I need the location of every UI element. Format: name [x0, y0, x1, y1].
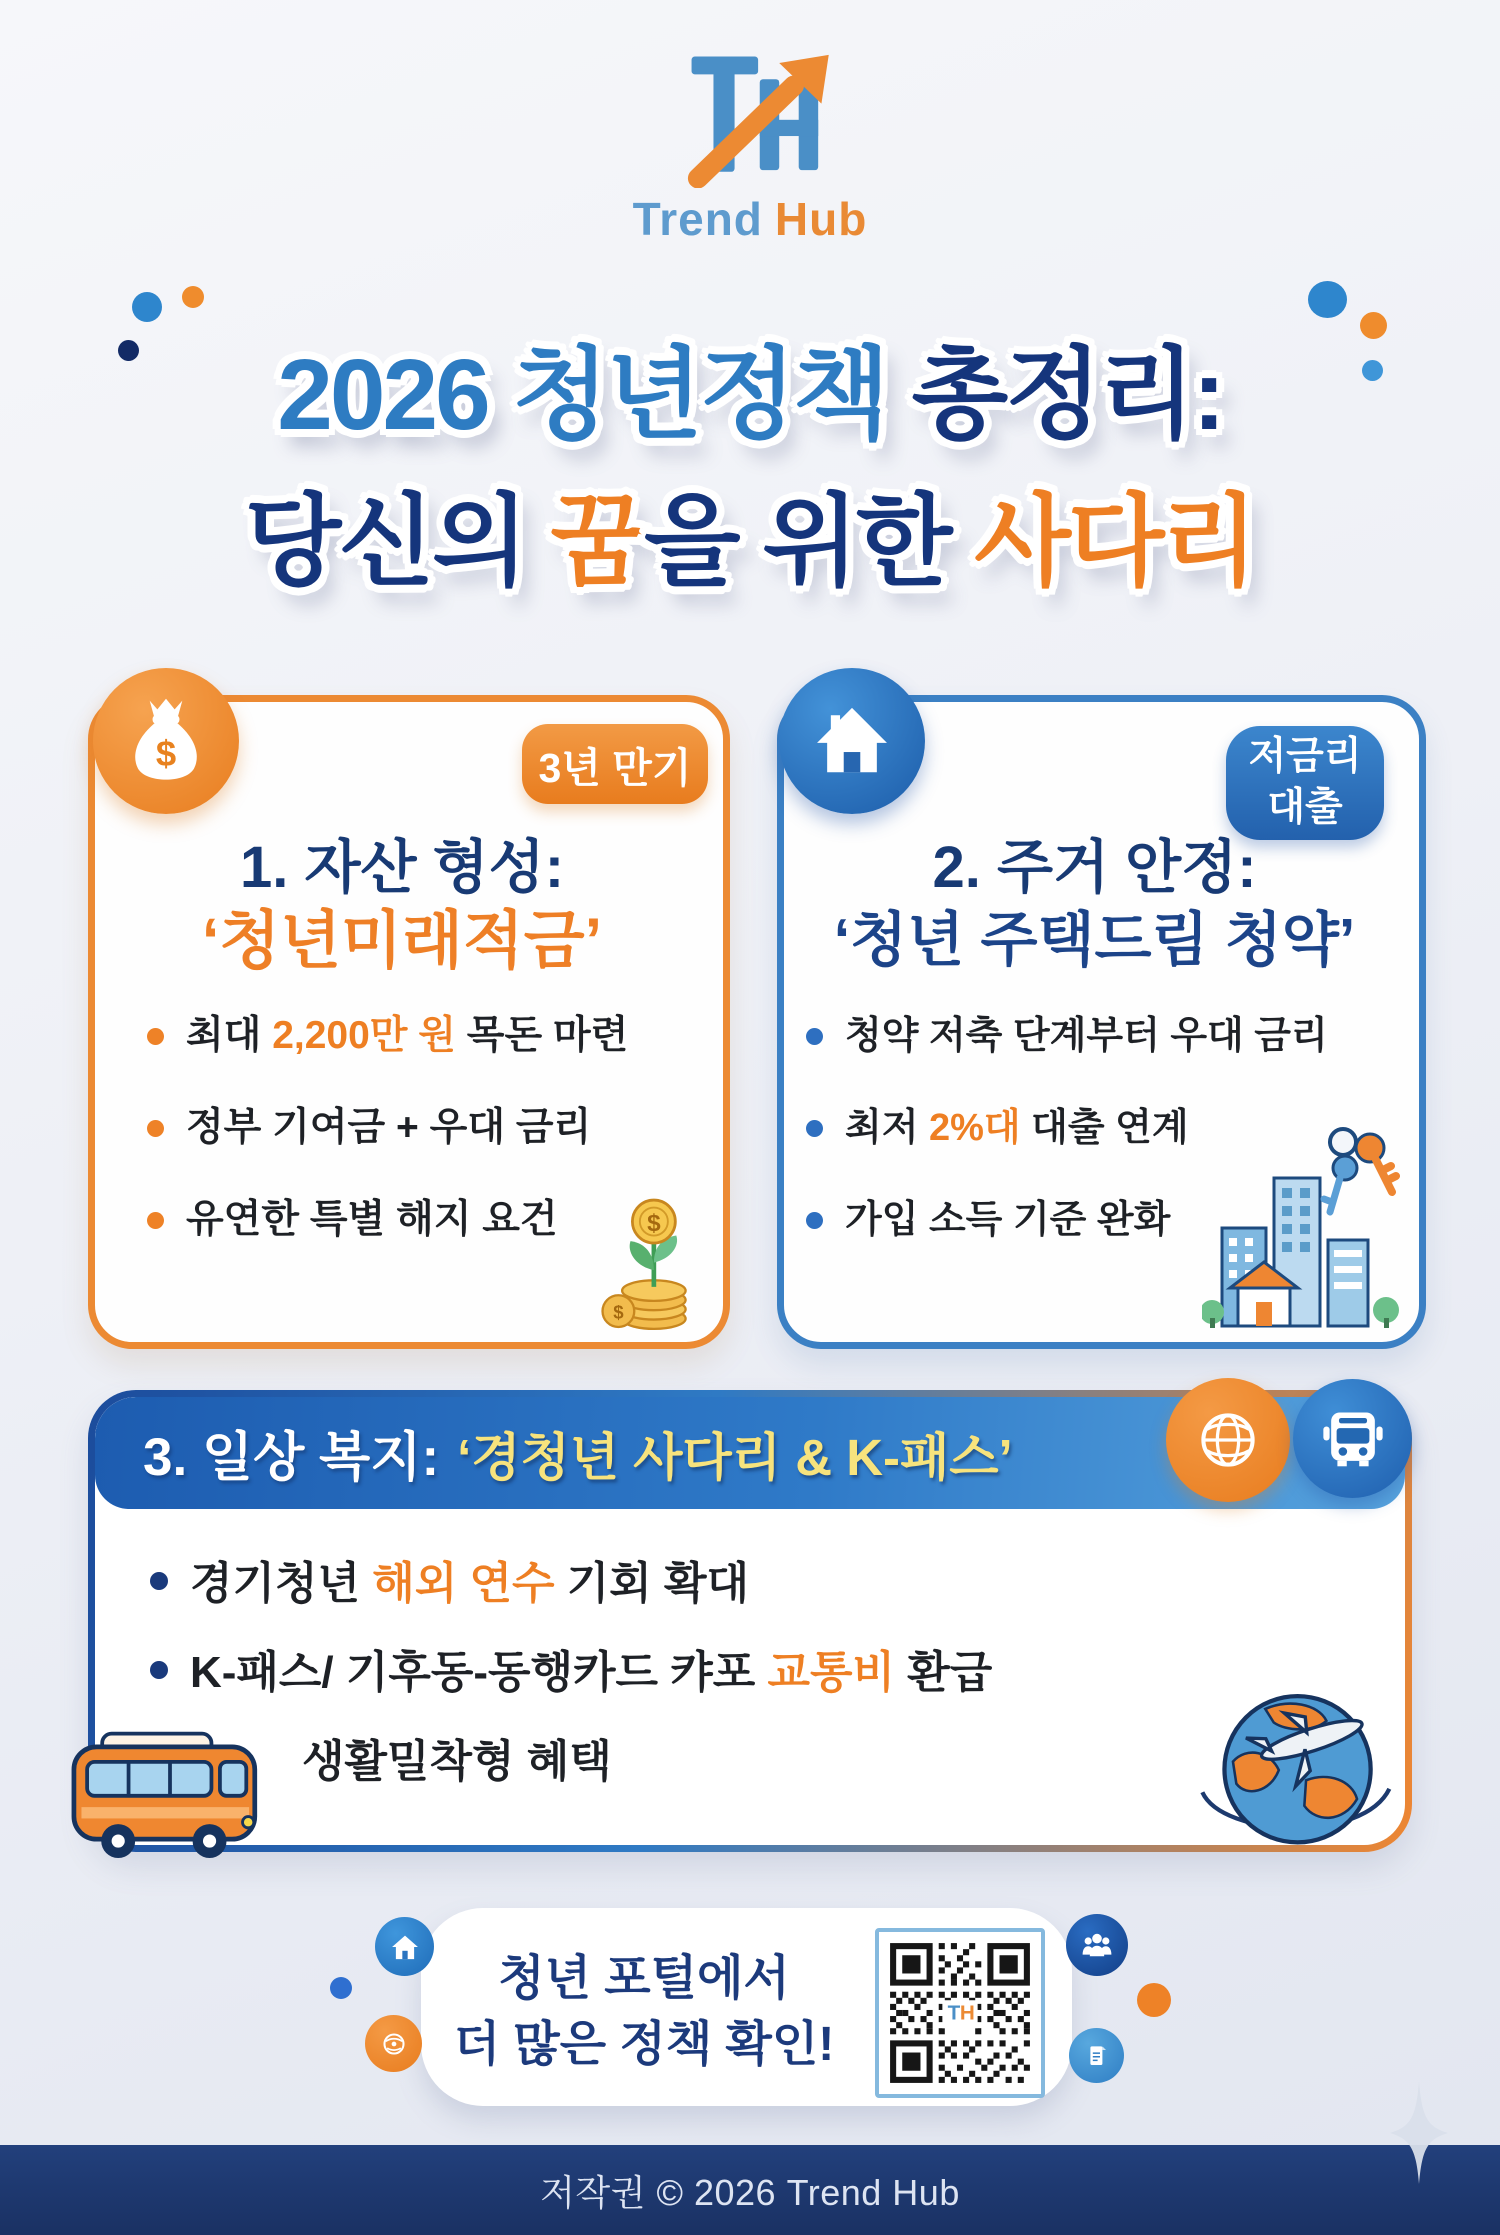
bus-front-icon: [1293, 1379, 1412, 1498]
coin-plant-illustration: [596, 1182, 708, 1337]
bus-illustration: [66, 1728, 274, 1879]
deco-dot: [1137, 1983, 1171, 2017]
people-icon: [1066, 1914, 1128, 1976]
bullet-item: 가입 소득 기준 완화: [806, 1196, 1406, 1244]
mini-globe-icon: [365, 2015, 422, 2072]
deco-dot: [132, 292, 162, 322]
bullet-dot: [150, 1661, 168, 1679]
bullet-item: 유연한 특별 해지 요건: [147, 1196, 707, 1244]
card3-heading: 3. 일상 복지:: [143, 1428, 440, 1487]
bullet-dot: [147, 1120, 164, 1137]
svg-text:H: H: [959, 2001, 975, 2025]
globe-icon: [1166, 1378, 1290, 1502]
svg-text:$: $: [155, 732, 177, 774]
footer-bar: [0, 2145, 1500, 2235]
bullet-item: 최대 2,200만 원 목돈 마련: [147, 1012, 707, 1060]
trend-hub-arrow-logo: [0, 50, 1500, 193]
card1-badge: 3년 만기: [522, 724, 708, 804]
card1-heading: 1. 자산 형성:: [239, 835, 565, 900]
svg-text:$: $: [613, 1301, 624, 1323]
copyright-text: 저작권 © 2026 Trend Hub: [540, 2171, 960, 2213]
document-icon: [1069, 2028, 1124, 2083]
bullet-item: 정부 기여금 + 우대 금리: [147, 1104, 707, 1152]
brand-word-trend: Trend: [632, 193, 763, 245]
bullet-dot: [150, 1572, 168, 1590]
bullet-dot: [806, 1120, 823, 1137]
bullet-dot: [147, 1028, 164, 1045]
card2-badge: 저금리 대출: [1226, 726, 1384, 840]
brand-name: [0, 192, 1500, 246]
bullet-dot: [806, 1212, 823, 1229]
sparkle-icon: [1390, 2082, 1448, 2184]
bullet-dot: [806, 1028, 823, 1045]
svg-text:$: $: [647, 1209, 661, 1237]
card2-heading: 2. 주거 안정:: [932, 835, 1257, 900]
deco-dot: [182, 286, 204, 308]
bullet-item: 청약 저축 단계부터 우대 금리: [806, 1012, 1406, 1060]
bullet-item: 최저 2%대 대출 연계: [806, 1104, 1406, 1152]
title-line-1: 2026 청년정책 총정리:: [277, 339, 1223, 451]
bullet-item: 경기청년 해외 연수 기회 확대: [150, 1556, 1250, 1612]
bullet-item: K-패스/ 기후동-동행카드 캬포 교통비 환급: [150, 1645, 1250, 1701]
bullet-item: 생활밀착형 혜택: [302, 1737, 612, 1786]
deco-dot: [1308, 281, 1347, 318]
card2-subheading: ‘청년 주택드림 청약’: [833, 907, 1356, 973]
cta-panel: [421, 1908, 1072, 2106]
card3-heading-highlight: ‘경청년 사다리 & K-패스’: [457, 1429, 1013, 1486]
qr-code: [875, 1928, 1045, 2098]
card1-subheading: ‘청년미래적금’: [201, 906, 603, 976]
home-icon: [375, 1917, 434, 1976]
money-bag-icon: [93, 668, 239, 814]
cta-text: 청년 포털에서 더 많은 정책 확인!: [453, 1952, 835, 2071]
house-icon: [779, 668, 925, 814]
page-title: [0, 322, 1500, 616]
deco-dot: [330, 1977, 352, 1999]
brand-word-hub: Hub: [774, 193, 868, 245]
svg-text:T: T: [947, 2001, 961, 2025]
card3-bullet-list: [150, 1556, 1250, 1823]
bullet-dot: [147, 1212, 164, 1229]
city-keys-illustration: [1202, 1120, 1402, 1337]
title-line-2: 당신의 꿈을 위한 사다리: [244, 486, 1256, 598]
